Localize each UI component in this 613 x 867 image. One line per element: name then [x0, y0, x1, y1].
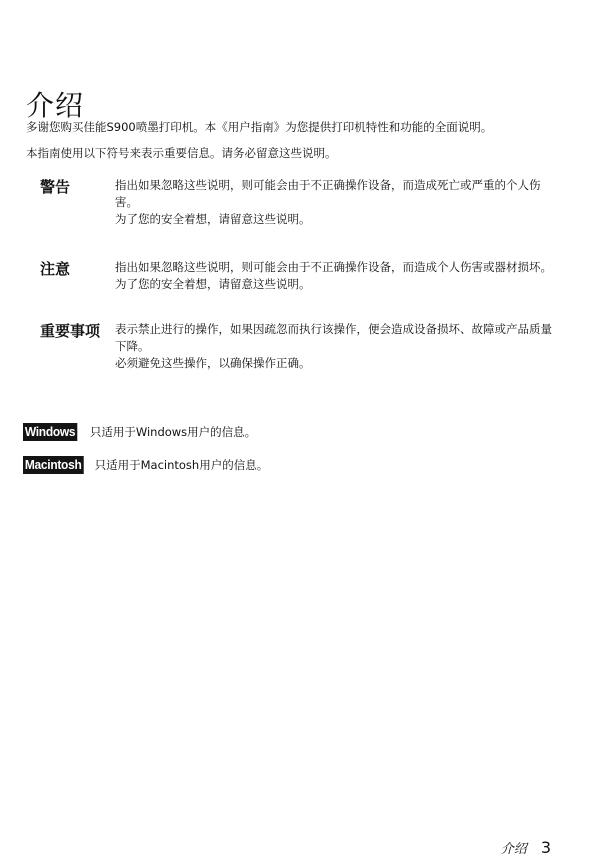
page-footer — [501, 838, 551, 857]
windows-note — [23, 422, 256, 442]
macintosh-note-text: 只适用于Macintosh用户的信息。 — [94, 458, 269, 472]
macintosh-badge: Macintosh — [24, 457, 82, 472]
warning-text-2: 为了您的安全着想，请留意这些说明。 — [115, 212, 311, 226]
important-body — [115, 321, 555, 372]
footer-section-label: 介绍 — [500, 842, 527, 857]
intro-paragraph-2: 本指南使用以下符号来表示重要信息。请务必留意这些说明。 — [26, 146, 337, 160]
important-text-2: 必须避免这些操作，以确保操作正确。 — [115, 356, 311, 370]
warning-body — [115, 177, 555, 228]
windows-badge: Windows — [24, 424, 76, 439]
important-label: 重要事项 — [40, 322, 101, 340]
page-number: 3 — [540, 838, 551, 857]
page-title: 介绍 — [26, 88, 85, 122]
intro-paragraph-1: 多谢您购买佳能S900喷墨打印机。本《用户指南》为您提供打印机特性和功能的全面说明。 — [26, 120, 493, 134]
warning-text-1: 指出如果忽略这些说明，则可能会由于不正确操作设备，而造成死亡或严重的个人伤害。 — [115, 178, 541, 209]
macintosh-note — [23, 455, 268, 475]
caution-body — [115, 259, 555, 293]
warning-label: 警告 — [40, 178, 71, 196]
caution-text-1: 指出如果忽略这些说明，则可能会由于不正确操作设备，而造成个人伤害或器材损坏。为了您的安全着想，请留意这些说明。 — [115, 260, 552, 291]
important-text-1: 表示禁止进行的操作，如果因疏忽而执行该操作，便会造成设备损坏、故障或产品质量下降。 — [115, 322, 552, 353]
caution-label: 注意 — [40, 260, 71, 278]
windows-note-text: 只适用于Windows用户的信息。 — [89, 425, 257, 439]
